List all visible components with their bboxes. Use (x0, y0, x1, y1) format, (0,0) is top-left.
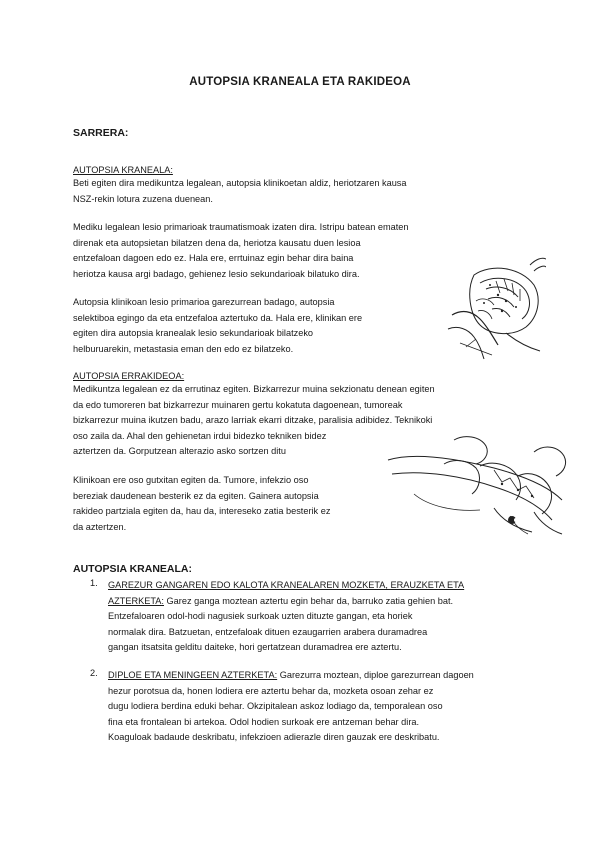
text-line: selektiboa egingo da eta entzefaloa aztertuko da. Hala ere, klinikan ere (73, 312, 363, 323)
list-item-text: Entzefaloaren odol-hodi nagusiek surkoak uzten dituzte gangan, eta horiek (108, 611, 413, 621)
text-line: helburuarekin, metastasia eman den edo ez bilatzeko. (73, 343, 294, 354)
skull-autopsy-illustration (446, 255, 546, 360)
kraneala-subheading: AUTOPSIA KRANEALA: (73, 165, 173, 175)
text-line: bereziak daudenean besterik ez da egiten. Gainera autopsia (73, 490, 319, 501)
list-item-number: 2. (90, 668, 98, 678)
list-item-text: Garez ganga moztean aztertu egin behar da, barruko zatia gehien bat. (163, 595, 454, 606)
list-item-text: Koaguloak badaude deskribatu, infekzioen adierazle diren gauzak ere deskribatu. (108, 732, 440, 742)
page-title: AUTOPSIA KRANEALA ETA RAKIDEOA (189, 76, 411, 88)
kraneala-paragraph-1 (73, 176, 407, 207)
list-item-title: AZTERKETA: (108, 595, 164, 606)
list-item-text: fina eta frontalean bi artekoa. Odol hodien surkoak ere antzeman behar dira. (108, 716, 420, 727)
list-item-number: 1. (90, 578, 98, 588)
text-line: Mediku legalean lesio primarioak traumatismoak izaten dira. Istripu batean ematen (73, 222, 409, 232)
intro-heading: SARRERA: (73, 127, 129, 139)
text-line: aztertzen da. Gorputzean alterazio asko sortzen ditu (73, 446, 286, 456)
text-line: egiten dira autopsia kranealak lesio sekundarioak bilatzeko (73, 328, 314, 338)
text-line: Medikuntza legalean ez da errutinaz egiten. Bizkarrezur muina sekzionatu denean egiten (73, 384, 435, 394)
skull-autopsy-drawing (446, 255, 546, 360)
text-line: heriotza kausa argi badago, gehienez lesio sekundarioak bilatuko dira. (73, 268, 360, 279)
text-line: Klinikoan ere oso gutxitan egiten da. Tumore, infekzio oso (73, 475, 309, 485)
spinal-autopsy-illustration (384, 430, 570, 540)
text-line: direnak eta autopsietan bilatzen dena da, heriotza kausatu duen lesioa (73, 237, 361, 248)
errakideoa-paragraph-2 (73, 473, 330, 535)
section2-heading: AUTOPSIA KRANEALA: (73, 563, 193, 575)
errakideoa-subheading: AUTOPSIA ERRAKIDEOA: (73, 371, 185, 381)
text-line: Autopsia klinikoan lesio primarioa garezurrean badago, autopsia (73, 297, 335, 307)
kraneala-paragraph-3 (73, 295, 362, 357)
text-line: da edo tumoreren bat bizkarrezur muinaren gertu kokatuta dagoenean, tumoreak (73, 399, 403, 410)
list-item-text: Garezurra moztean, diploe garezurrean dagoen (277, 670, 474, 680)
errakideoa-paragraph-1 (73, 382, 435, 460)
list-item-title: DIPLOE ETA MENINGEEN AZTERKETA: (108, 670, 278, 680)
text-line: rakideo partziala egiten da, hau da, intereseko zatia besterik ez (73, 506, 331, 516)
text-line: bizkarrezur muina ikutzen badu, arazo larriak ekarri ditzake, paralisia adibidez. Teknikoki (73, 415, 433, 425)
list-item-text: normalak dira. Batzuetan, entzefaloak dituen ezaugarrien arabera duramadrea (108, 626, 428, 637)
text-line: NSZ-rekin lotura zuzena duenean. (73, 193, 213, 204)
text-line: Beti egiten dira medikuntza legalean, autopsia klinikoetan aldiz, heriotzaren kausa (73, 178, 407, 188)
kraneala-paragraph-2 (73, 220, 409, 282)
text-line: da aztertzen. (73, 521, 127, 532)
text-line: oso zaila da. Ahal den gehienetan irdui bidezko tekniken bidez (73, 430, 327, 441)
spinal-autopsy-drawing (384, 430, 570, 540)
list-item-title: GAREZUR GANGAREN EDO KALOTA KRANEALAREN MOZKETA, ERAUZKETA ETA (108, 580, 465, 590)
text-line: entzefaloan dagoen edo ez. Hala ere, errtuinaz egin behar dira baina (73, 253, 354, 263)
list-item-text: dugu lodiera berdina eduki behar. Okzipitalean askoz lodiago da, temporalean oso (108, 701, 443, 711)
list-item-text: gangan itsatsita gelditu daiteke, hori gertatzean duramadrea ere aztertu. (108, 642, 402, 652)
list-item-text: hezur porotsua da, honen lodiera ere aztertu behar da, mozketa osoan zehar ez (108, 685, 434, 696)
